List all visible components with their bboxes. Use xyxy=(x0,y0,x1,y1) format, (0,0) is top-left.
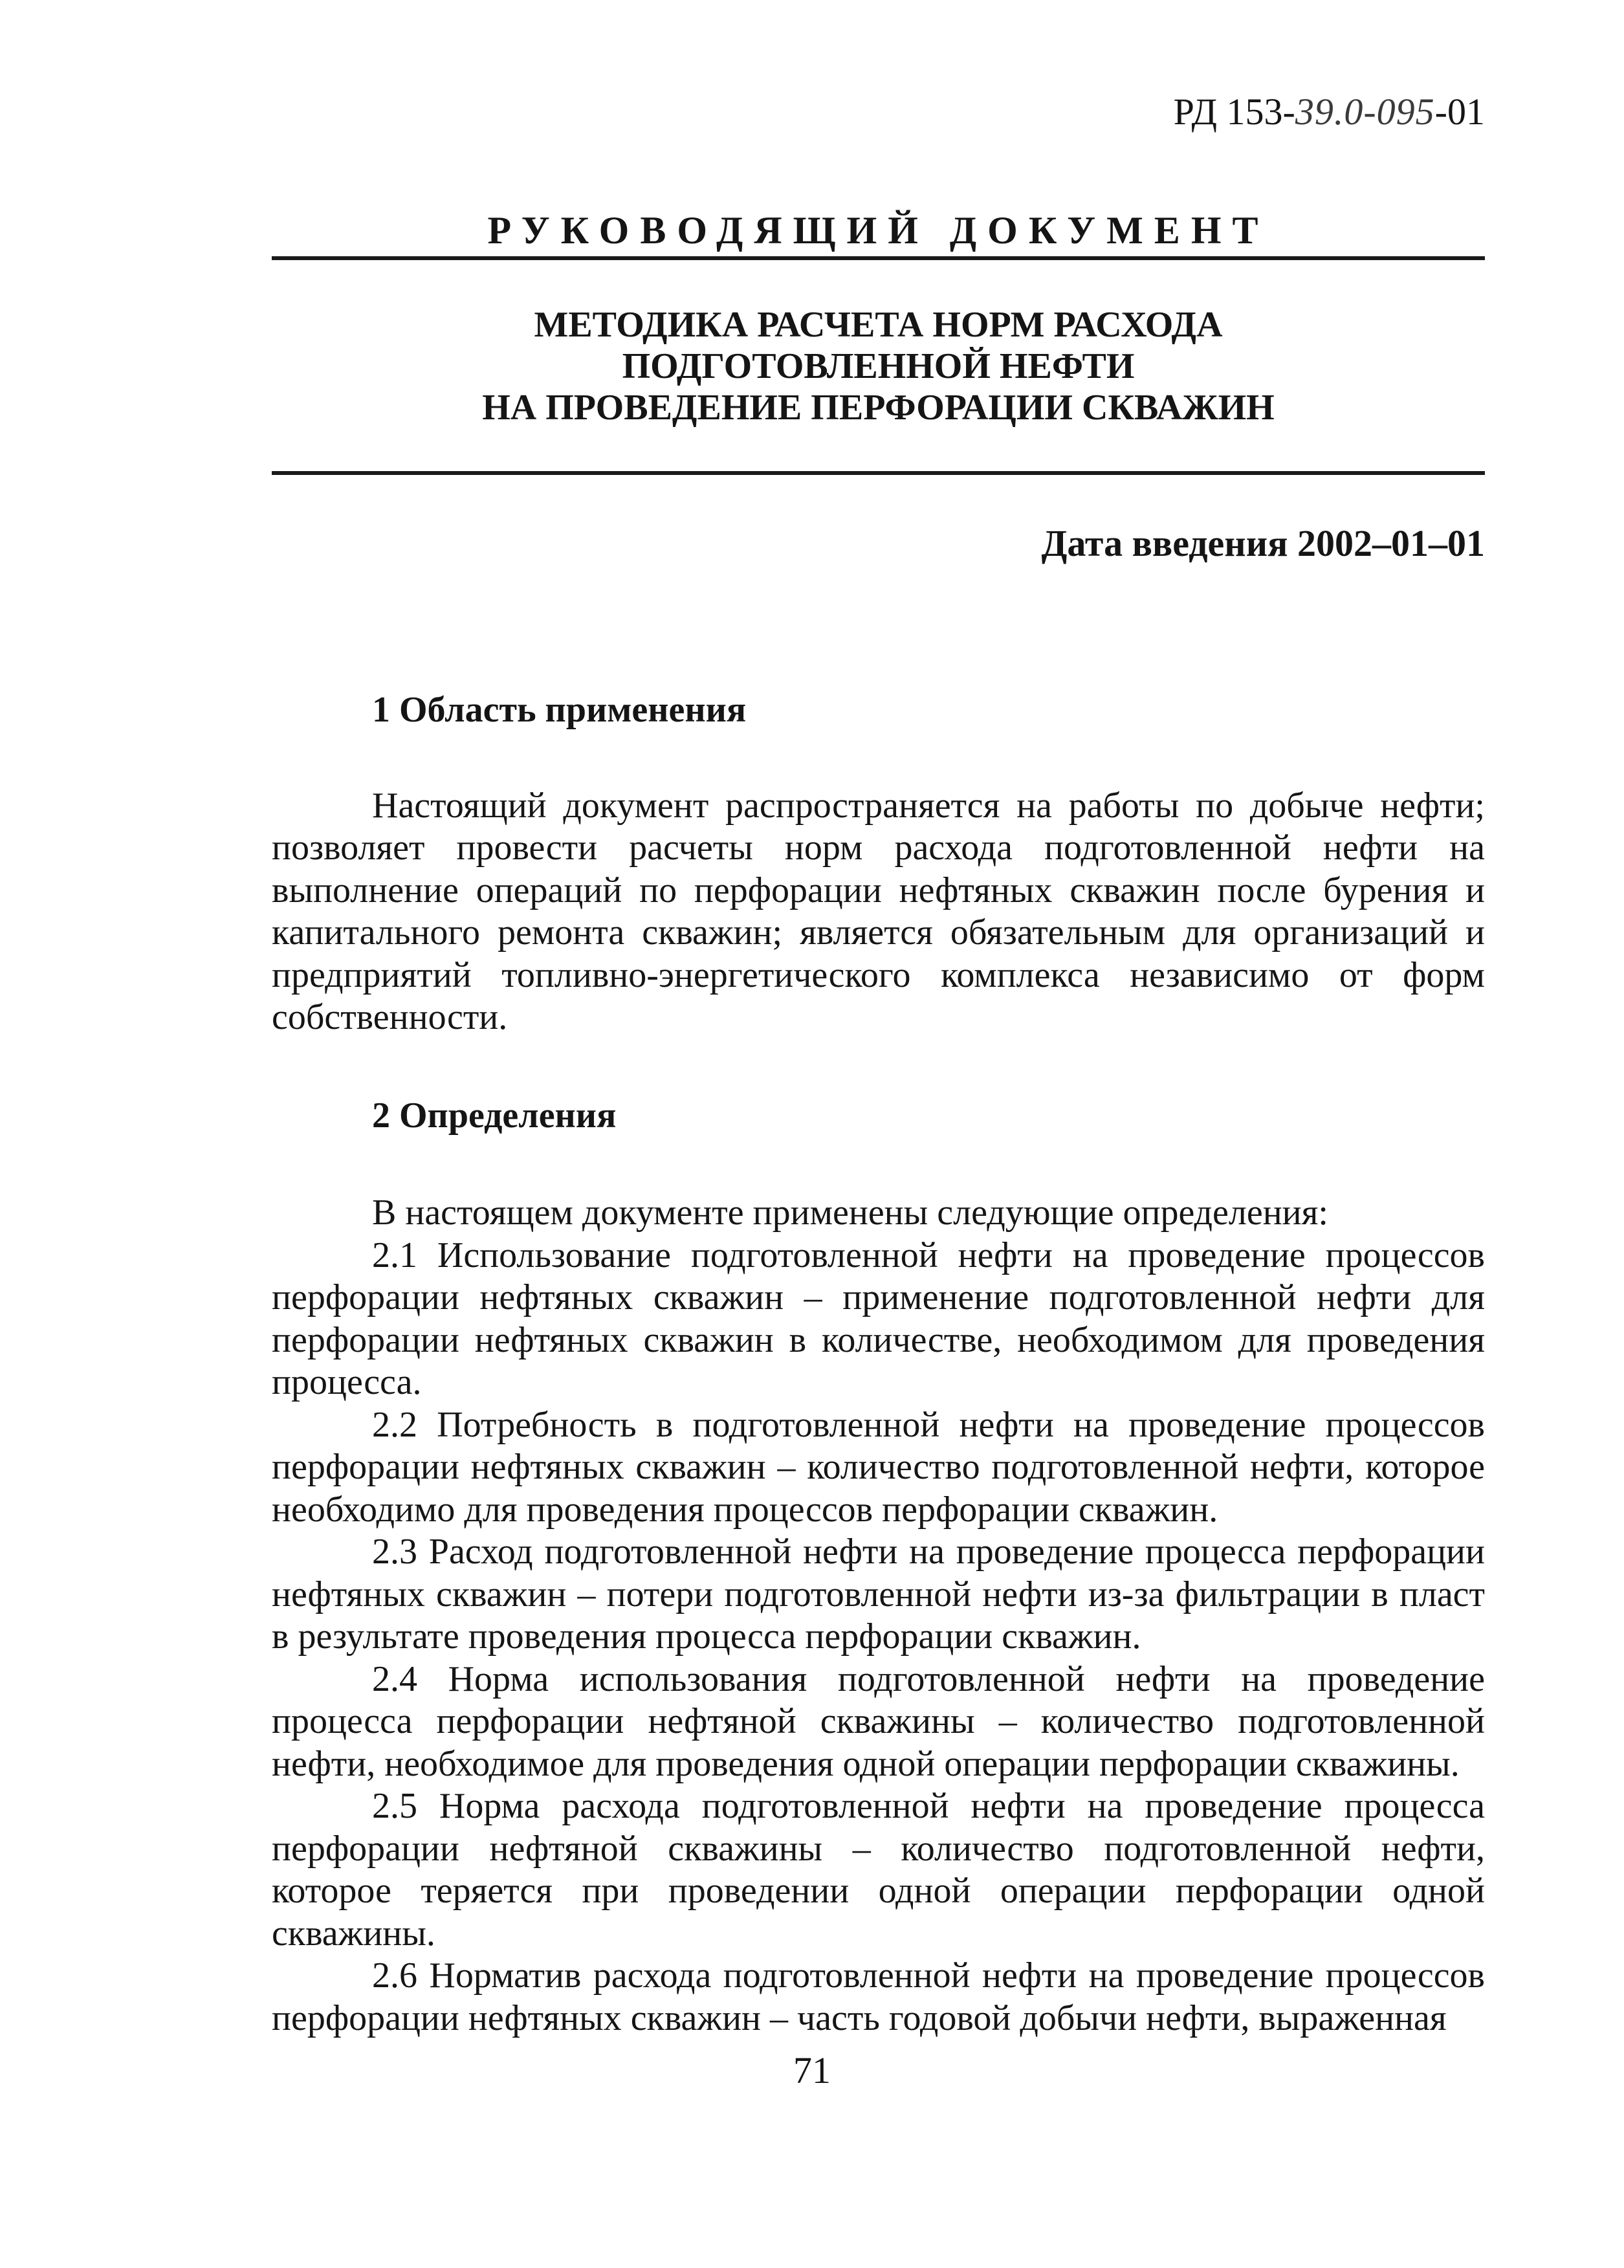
introduction-date: Дата введения 2002–01–01 xyxy=(1041,522,1485,564)
page-number: 71 xyxy=(793,2049,831,2091)
definition-2-2: 2.2 Потребность в подготовленной нефти на проведение процессов перфорации нефтяных скважин – количество подготовленной нефти, которое необходимо для проведения процессов перфорации скважин. xyxy=(272,1404,1485,1530)
section-heading-scope: 1 Область применения xyxy=(372,690,747,730)
scope-paragraph: Настоящий документ распространяется на работы по добыче нефти; позволяет провести расчеты норм расхода подготовленной нефти на выполнение операций по перфорации нефтяных скважин после бурения и капитального ремонта скважин; является обязательным для организаций и предприятий топливно-энергетического комплекса независимо от форм собственности. xyxy=(272,785,1485,1037)
document-code xyxy=(1174,89,1485,135)
document-body xyxy=(272,689,1485,2040)
definition-2-3: 2.3 Расход подготовленной нефти на проведение процесса перфорации нефтяных скважин – потери подготовленной нефти из-за фильтрации в пласт в результате проведения процесса перфорации скважин. xyxy=(272,1532,1485,1657)
section-heading-definitions: 2 Определения xyxy=(372,1095,617,1136)
bottom-divider xyxy=(272,471,1485,475)
title-line: МЕТОДИКА РАСЧЕТА НОРМ РАСХОДА xyxy=(534,305,1223,345)
definition-2-1: 2.1 Использование подготовленной нефти на проведение процессов перфорации нефтяных скважин – применение подготовленной нефти для перфорации нефтяных скважин в количестве, необходимом для проведения процесса. xyxy=(272,1235,1485,1402)
definitions-intro: В настоящем документе применены следующие определения: xyxy=(372,1193,1328,1233)
document-type-heading: РУКОВОДЯЩИЙ ДОКУМЕНТ xyxy=(487,209,1269,252)
document-code-suffix: -01 xyxy=(1434,91,1485,133)
definition-2-6: 2.6 Норматив расхода подготовленной нефти на проведение процессов перфорации нефтяных скважин – часть годовой добычи нефти, выраженная xyxy=(272,1955,1485,2038)
title-line: ПОДГОТОВЛЕННОЙ НЕФТИ xyxy=(622,346,1135,386)
definition-2-4: 2.4 Норма использования подготовленной нефти на проведение процесса перфорации нефтяной скважины – количество подготовленной нефти, необходимое для проведения одной операции перфорации скважины. xyxy=(272,1658,1485,1784)
title-line: НА ПРОВЕДЕНИЕ ПЕРФОРАЦИИ СКВАЖИН xyxy=(482,388,1275,428)
document-code-handwritten: 39.0-095 xyxy=(1295,91,1435,133)
top-divider xyxy=(272,256,1485,260)
document-code-prefix: РД 153- xyxy=(1173,91,1295,133)
document-title xyxy=(272,304,1485,428)
definition-2-5: 2.5 Норма расхода подготовленной нефти на проведение процесса перфорации нефтяной скважины – количество подготовленной нефти, которое теряется при проведении одной операции перфорации одной скважины. xyxy=(272,1786,1485,1954)
